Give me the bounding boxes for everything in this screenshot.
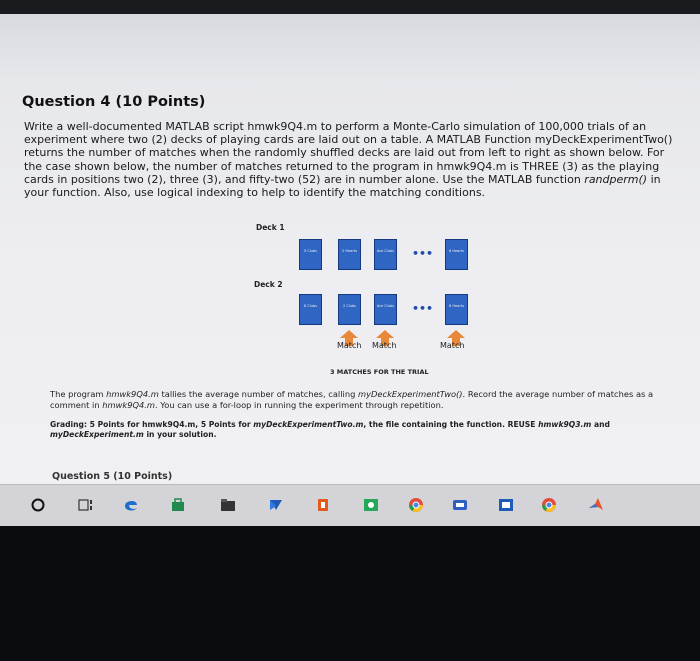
question-5-title: Question 5 (10 Points) [52, 471, 173, 482]
match-label-3: Match [440, 341, 465, 350]
photos-icon[interactable] [363, 497, 379, 513]
q4-text-b: in your function. Also, use logical indexing to help to identify the matching conditions. [24, 172, 661, 200]
deck2-label: Deck 2 [254, 280, 283, 289]
store-icon[interactable] [170, 497, 186, 513]
teams-icon[interactable] [452, 497, 468, 513]
deck1-card-1: 5 Clubs [299, 239, 322, 270]
deck1-card-3: Ace Clubs [374, 239, 397, 270]
question-4-title: Question 4 (10 Points) [22, 94, 206, 110]
deck1-ellipsis: ••• [412, 247, 434, 260]
question-4-program-text: The program hmwk9Q4.m tallies the average number of matches, calling myDeckExperimentTwo(). Record the average number of matches as a comment in hmwk9Q4.m. You can use a for-loop in running the experiment through repetition. [50, 389, 654, 410]
mail-icon[interactable] [268, 497, 284, 513]
match-label-1: Match [337, 341, 362, 350]
deck1-card-2: 2 Hearts [338, 239, 361, 270]
question-4-text [24, 120, 674, 199]
deck2-card-2: 2 Clubs [338, 294, 361, 325]
photos2-icon[interactable] [498, 497, 514, 513]
deck2-card-52: 6 Hearts [445, 294, 468, 325]
diagram-caption: 3 MATCHES FOR THE TRIAL [330, 368, 429, 376]
office-icon[interactable] [315, 497, 331, 513]
chrome-icon[interactable] [408, 497, 424, 513]
q4-text-a: Write a well-documented MATLAB script hmwk9Q4.m to perform a Monte-Carlo simulation of 100,000 trials of an experiment where two (2) decks of playing cards are laid out on a table. A MATLAB Function myDeckExperimentTwo() returns the number of matches when the randomly shuffled decks are laid out from left to right as shown below. For the case shown below, the number of matches returned to the program in hmwk9Q4.m is THREE (3) as the playing cards in positions two (2), three (3), and fifty-two (52) are in number alone. Use the MATLAB function [24, 120, 673, 186]
match-label-2: Match [372, 341, 397, 350]
monitor-bezel [0, 526, 700, 661]
taskbar [0, 484, 700, 527]
deck2-ellipsis: ••• [412, 302, 434, 315]
task-view-icon[interactable] [78, 497, 94, 513]
top-bezel [0, 0, 700, 14]
deck2-card-1: 8 Clubs [299, 294, 322, 325]
file-explorer-icon[interactable] [220, 497, 236, 513]
grading-text: Grading: 5 Points for hmwk9Q4.m, 5 Points for myDeckExperimentTwo.m, the file containing the function. REUSE hmwk9Q3.m and myDeckExperiment.m in your solution. [50, 420, 610, 439]
edge-icon[interactable] [123, 497, 139, 513]
matlab-icon[interactable] [588, 497, 604, 513]
chrome2-icon[interactable] [541, 497, 557, 513]
deck1-card-52: 6 Hearts [445, 239, 468, 270]
cortana-circle-icon[interactable] [30, 497, 46, 513]
screen [0, 14, 700, 484]
deck2-card-3: Ace Clubs [374, 294, 397, 325]
q4-text-fn: randperm() [584, 172, 648, 186]
deck1-label: Deck 1 [256, 223, 285, 232]
